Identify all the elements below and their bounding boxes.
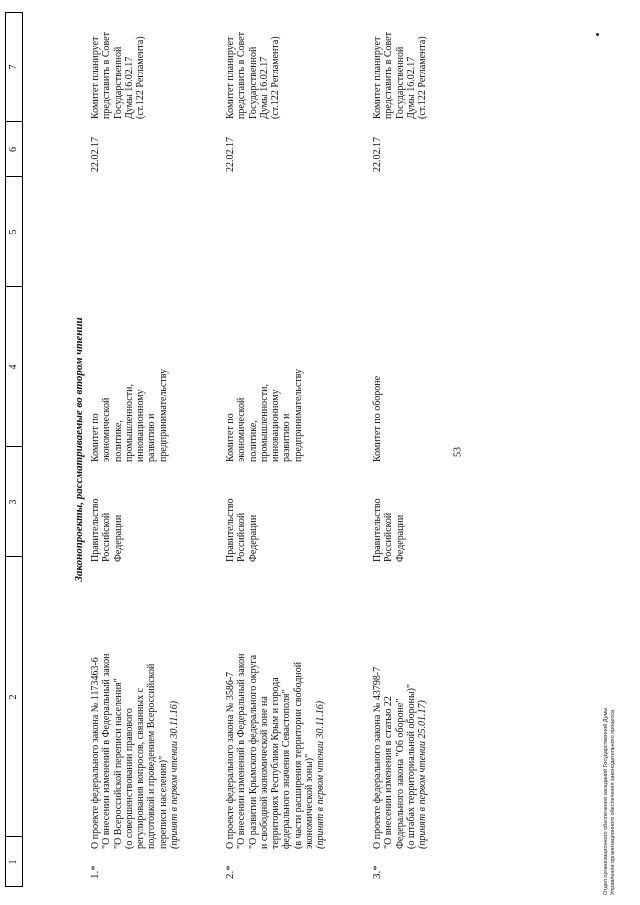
rotated-page <box>0 10 610 895</box>
committee-line: развитию и <box>146 413 158 462</box>
bill-line: (в части расширения территории свободной <box>292 661 304 849</box>
bill-description <box>90 654 180 849</box>
bill-description <box>372 667 428 849</box>
review-date: 22.02.17 <box>90 137 101 172</box>
bill-line: регулирования вопросов, связанных с <box>135 687 147 849</box>
column-number-5: 5 <box>8 229 19 235</box>
note-line: представить в Совет <box>236 32 248 119</box>
bill-line: (о совершенствовании правового <box>123 708 135 849</box>
author-line: Федерации <box>112 514 124 562</box>
note-line: Думы 16.02.17 <box>405 56 417 119</box>
bill-line: подготовкой и проведением Всероссийской <box>146 663 158 849</box>
bill-line: экономической зоны)" <box>304 753 316 849</box>
committee-line: экономической <box>101 397 113 462</box>
responsible-committee <box>90 369 169 462</box>
note-line: Думы 16.02.17 <box>123 56 135 119</box>
committee-line: предпринимательству <box>292 368 304 462</box>
committee-line: предпринимательству <box>157 368 169 462</box>
reading-note: (принят в первом чтении 25.01.17) <box>417 700 429 849</box>
committee-line: политике, <box>112 420 124 462</box>
note-line: Государственной <box>394 46 406 119</box>
committee-line: развитию и <box>281 413 293 462</box>
column-number-7: 7 <box>8 64 19 70</box>
page-number: 53 <box>452 447 464 457</box>
committee-note <box>225 32 281 119</box>
committee-line: экономической <box>236 397 248 462</box>
note-line: Государственной <box>247 46 259 119</box>
committee-line: промышленности, <box>258 384 270 462</box>
note-line: представить в Совет <box>101 32 113 119</box>
column-number-4: 4 <box>8 364 19 370</box>
note-line: Государственной <box>112 46 124 119</box>
responsible-committee <box>372 376 383 462</box>
bill-title: О проекте федерального закона № 43798-7 <box>372 666 383 849</box>
responsible-committee <box>225 369 304 462</box>
committee-line: Комитет по <box>90 413 101 462</box>
bill-line: Федерального закона "Об обороне" <box>394 698 406 849</box>
author-line: Федерации <box>394 514 406 562</box>
bill-line: "О внесении изменения в статью 22 <box>383 696 395 849</box>
bill-author <box>90 498 124 562</box>
bill-title: О проекте федерального закона № 3586-7 <box>225 671 236 849</box>
bill-line: федерального значения Севастополя" <box>281 689 293 849</box>
committee-line: инновационному <box>135 389 147 462</box>
note-line: Комитет планирует <box>90 36 101 119</box>
author-line: Правительство <box>90 498 101 562</box>
header-bottom-border <box>22 12 23 887</box>
bill-line: "О внесении изменений в Федеральный закон <box>101 653 113 849</box>
note-line: Комитет планирует <box>372 36 383 119</box>
table-row <box>372 12 452 887</box>
committee-note <box>90 32 146 119</box>
note-line: Комитет планирует <box>225 36 236 119</box>
page-footer <box>603 595 617 895</box>
review-date: 22.02.17 <box>372 137 383 172</box>
section-title: Законопроекты, рассматриваемые во втором чтении <box>73 317 85 582</box>
author-line: Правительство <box>225 498 236 562</box>
author-line: Российской <box>236 512 248 562</box>
table-row <box>90 12 222 887</box>
committee-line: Комитет по <box>225 413 236 462</box>
column-number-2: 2 <box>8 694 19 700</box>
note-line: (ст.122 Регламента) <box>135 36 147 119</box>
committee-line: Комитет по обороне <box>372 375 383 462</box>
author-line: Федерации <box>247 514 259 562</box>
bill-line: территориях Республики Крым и города <box>270 677 282 849</box>
table-row <box>225 12 365 887</box>
bill-line: и свободной экономической зоне на <box>258 696 270 849</box>
bill-author <box>372 498 406 562</box>
committee-line: промышленности, <box>123 384 135 462</box>
bill-line: "О внесении изменений в Федеральный закон <box>236 653 248 849</box>
committee-note <box>372 32 428 119</box>
note-line: представить в Совет <box>383 32 395 119</box>
bill-author <box>225 498 259 562</box>
bill-description <box>225 654 327 849</box>
bill-title: О проекте федерального закона № 1173463-6 <box>90 657 101 849</box>
footer-line: Отдел организационного обеспечения заседаний Государственной Думы <box>603 707 609 895</box>
agenda-table <box>5 12 565 887</box>
bill-line: (о штабах территориальной обороны)" <box>405 683 417 849</box>
note-line: (ст.122 Регламента) <box>417 36 429 119</box>
bill-line: "О развитии Крымского федерального округа <box>247 654 259 849</box>
note-line: (ст.122 Регламента) <box>270 36 282 119</box>
column-number-3: 3 <box>8 499 19 505</box>
bill-line: переписи населения)" <box>157 755 169 849</box>
row-number: 2.* <box>224 865 236 879</box>
author-line: Правительство <box>372 498 383 562</box>
reading-note: (принят в первом чтении 30.11.16) <box>315 700 327 849</box>
committee-line: политике, <box>247 420 259 462</box>
row-number: 3.* <box>371 865 383 879</box>
note-line: Думы 16.02.17 <box>258 56 270 119</box>
review-date: 22.02.17 <box>225 137 236 172</box>
column-number-1: 1 <box>8 859 19 865</box>
column-number-6: 6 <box>8 147 19 152</box>
footer-line: Управления организационного обеспечения законодательного процесса <box>610 709 616 895</box>
bill-line: "О Всероссийской переписи населения" <box>112 678 124 849</box>
author-line: Российской <box>101 512 113 562</box>
committee-line: инновационному <box>270 389 282 462</box>
row-number: 1.* <box>89 865 101 879</box>
reading-note: (принят в первом чтении 30.11.16) <box>169 700 181 849</box>
author-line: Российской <box>383 512 395 562</box>
